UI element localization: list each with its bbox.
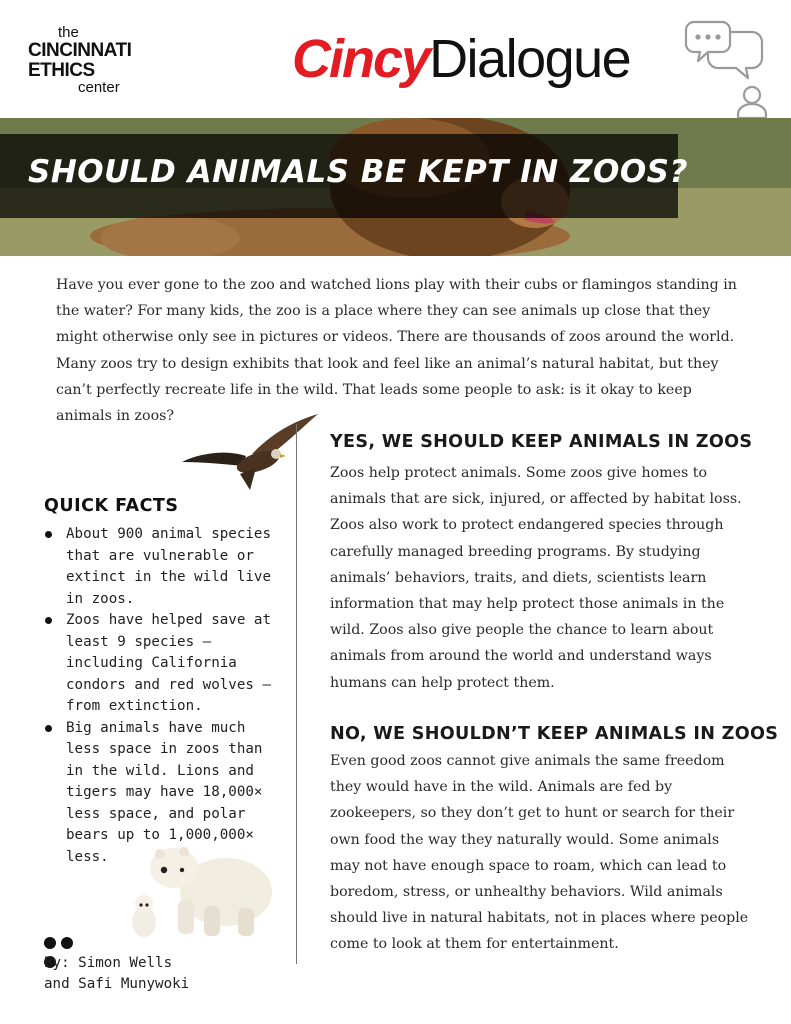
bullet-icon: [45, 531, 52, 538]
logo-cincinnati: CINCINNATI: [28, 40, 132, 61]
logo-ethics: ETHICS: [28, 60, 95, 81]
bullet-icon: [45, 617, 52, 624]
cincy-dialogue-wordmark: [292, 14, 630, 104]
yes-body: Zoos help protect animals. Some zoos give homes to animals that are sick, injured, or affected by habitat loss. Zoos also work to protect endangered species through carefully managed breeding programs. By studying animals’ behaviors, traits, and diets, scientists learn information that may help protect those animals in the wild. Zoos also give people the chance to learn about animals from around the world and understand ways humans can help protect them.: [330, 465, 742, 691]
quick-facts-heading: QUICK FACTS: [44, 496, 179, 516]
ethics-center-logo: [28, 24, 178, 104]
byline-line-1: By: Simon Wells: [44, 955, 173, 971]
brand-dialogue: Dialogue: [429, 29, 631, 89]
logo-center: center: [78, 79, 120, 96]
no-heading: NO, WE SHOULDN’T KEEP ANIMALS IN ZOOS: [330, 724, 779, 744]
logo-the: the: [58, 24, 79, 41]
yes-heading: YES, WE SHOULD KEEP ANIMALS IN ZOOS: [330, 432, 753, 452]
lion-photo-banner: [0, 118, 791, 256]
chat-bubbles-person-icon: [684, 18, 768, 120]
quick-facts-list: [42, 524, 287, 868]
quick-fact-item: [42, 524, 287, 610]
byline: [44, 953, 189, 995]
no-body: Even good zoos cannot give animals the same freedom they would have in the wild. Animals are fed by zookeepers, so they don’t get to hunt or search for their own food the way they naturally would. Some animals may not have enough space to roam, which can lead to boredom, stress, or unhealthy behaviors. Wild animals should live in natural habitats, not in places where people come to look at them for entertainment.: [330, 753, 749, 953]
brand-cincy: Cincy: [292, 29, 430, 89]
quick-fact-item: [42, 610, 287, 718]
column-divider: [296, 424, 297, 964]
polar-bears-illustration: [126, 830, 276, 942]
quick-fact-text: Zoos have helped save at least 9 species — including California condors and red wolves — from extinction.: [66, 612, 271, 714]
ellipsis-dots-icon: [44, 934, 94, 946]
page-title: SHOULD ANIMALS BE KEPT IN ZOOS?: [28, 154, 688, 190]
quick-fact-text: Big animals have much less space in zoos than in the wild. Lions and tigers may have 18,000× less space, and polar bears up to 1,000,000× less.: [66, 719, 263, 865]
eagle-illustration: [180, 410, 320, 492]
quick-fact-text: About 900 animal species that are vulnerable or extinct in the wild live in zoos.: [66, 526, 271, 607]
byline-line-2: and Safi Munywoki: [44, 976, 190, 992]
bullet-icon: [45, 725, 52, 732]
intro-paragraph: Have you ever gone to the zoo and watched lions play with their cubs or flamingos standing in the water? For many kids, the zoo is a place where they can see animals up close that they might otherwise only see in pictures or videos. There are thousands of zoos around the world. Many zoos try to design exhibits that look and feel like an animal’s natural habitat, but they can’t perfectly recreate life in the wild. That leads some people to ask: is it okay to keep animals in zoos?: [56, 277, 737, 425]
